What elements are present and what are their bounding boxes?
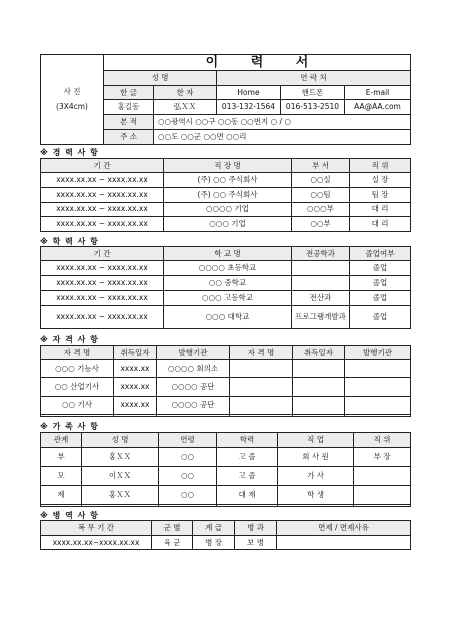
license-name [230, 396, 293, 414]
edu-major: 프로그램개발과 [292, 306, 350, 329]
table-row [41, 504, 411, 506]
license-col-date: 취득일자 [114, 346, 157, 360]
family-col-name: 성 명 [82, 433, 159, 448]
mobile-phone: 016-513-2510 [281, 100, 345, 115]
military-specialty: 보 병 [235, 536, 277, 550]
table-row [41, 414, 411, 416]
career-col-position: 직 위 [350, 159, 411, 173]
edu-major [292, 261, 350, 276]
family-position [354, 504, 411, 506]
table-row [41, 378, 411, 396]
edu-period: xxxx.xx.xx ~ xxxx.xx.xx [41, 291, 164, 306]
name-hanja: 弘ＸＸ [154, 100, 217, 115]
career-period: xxxx.xx.xx ~ xxxx.xx.xx [41, 202, 164, 217]
family-table [40, 432, 411, 507]
career-col-company: 직 장 명 [164, 159, 292, 173]
license-col-issuer: 발행기관 [345, 346, 411, 360]
career-company: ○○○○ 기업 [164, 202, 292, 217]
table-row [41, 485, 411, 504]
email: AA@AA.com [345, 100, 411, 115]
license-name: ○○ 산업기사 [41, 378, 114, 396]
home-phone: 013-132-1564 [217, 100, 281, 115]
family-job: 학 생 [278, 485, 354, 504]
family-position [354, 466, 411, 485]
license-date: xxxx.xx [114, 396, 157, 414]
name-hangul: 홍길동 [104, 100, 154, 115]
license-issuer [157, 414, 230, 416]
family-col-relation: 관계 [41, 433, 82, 448]
family-education: 고 졸 [217, 448, 278, 467]
career-dept: ○○실 [292, 173, 350, 188]
license-date: xxxx.xx [114, 360, 157, 378]
military-table [40, 520, 411, 550]
military-col-exemption: 면제 / 면제사유 [277, 521, 411, 536]
license-date [293, 378, 345, 396]
family-name: 이ＸＸ [82, 466, 159, 485]
email-label: E-mail [345, 86, 411, 100]
license-col-date: 취득일자 [293, 346, 345, 360]
edu-period: xxxx.xx.xx ~ xxxx.xx.xx [41, 261, 164, 276]
edu-school: ○○○○ 초등학교 [164, 261, 292, 276]
career-section-title: ※ 경 력 사 항 [40, 148, 99, 157]
license-name [230, 360, 293, 378]
career-company: ○○○ 기업 [164, 217, 292, 232]
career-period: xxxx.xx.xx ~ xxxx.xx.xx [41, 173, 164, 188]
family-relation: 부 [41, 448, 82, 467]
address-value: ○○도 ○○군 ○○면 ○○리 [154, 130, 411, 145]
military-period: xxxx.xx.xx~xxxx.xx.xx [41, 536, 152, 550]
license-section-title: ※ 자 격 사 항 [40, 335, 99, 344]
family-name: 홍ＸＸ [82, 485, 159, 504]
table-row [41, 360, 411, 378]
table-row [41, 217, 411, 232]
family-age: ○○ [159, 448, 217, 467]
table-row [41, 291, 411, 306]
table-row [41, 448, 411, 467]
career-dept: ○○팀 [292, 187, 350, 202]
career-position: 대 리 [350, 202, 411, 217]
education-section-title: ※ 학 력 사 항 [40, 237, 99, 246]
license-issuer: ○○○○ 회의소 [157, 360, 230, 378]
family-relation [41, 504, 82, 506]
header-table [40, 54, 411, 145]
edu-col-school: 학 교 명 [164, 247, 292, 261]
career-col-dept: 부 서 [292, 159, 350, 173]
family-position: 부 장 [354, 448, 411, 467]
family-education: 대 재 [217, 485, 278, 504]
education-table [40, 246, 411, 329]
license-col-issuer: 발행기관 [157, 346, 230, 360]
table-row [41, 396, 411, 414]
table-row [41, 276, 411, 291]
edu-col-major: 전공학과 [292, 247, 350, 261]
origin-value: ○○광역시 ○○구 ○○동 ○○번지 ○ / ○ [154, 115, 411, 130]
resume-title: 이 력 서 [104, 55, 411, 71]
family-job: 회 사 원 [278, 448, 354, 467]
family-age: ○○ [159, 466, 217, 485]
license-issuer: ○○○○ 공단 [157, 396, 230, 414]
military-exemption [277, 536, 411, 550]
family-name [82, 504, 159, 506]
military-branch: 육 군 [152, 536, 193, 550]
career-company: (주) ○○ 주식회사 [164, 173, 292, 188]
table-row [41, 187, 411, 202]
table-row [41, 173, 411, 188]
edu-col-graduation: 졸업여부 [350, 247, 411, 261]
contact-header: 연 락 처 [217, 71, 411, 86]
family-section-title: ※ 가 족 사 항 [40, 422, 99, 431]
name-header: 성 명 [104, 71, 217, 86]
edu-major: 전산과 [292, 291, 350, 306]
career-position: 실 장 [350, 173, 411, 188]
career-col-period: 기 간 [41, 159, 164, 173]
edu-period: xxxx.xx.xx ~ xxxx.xx.xx [41, 276, 164, 291]
mobile-label: 핸드폰 [281, 86, 345, 100]
table-row [41, 202, 411, 217]
table-row [41, 261, 411, 276]
family-col-age: 연령 [159, 433, 217, 448]
license-table [40, 345, 411, 417]
military-rank: 병 장 [193, 536, 235, 550]
edu-period: xxxx.xx.xx ~ xxxx.xx.xx [41, 306, 164, 329]
career-dept: ○○○부 [292, 202, 350, 217]
hanja-label: 한 자 [154, 86, 217, 100]
license-date [293, 360, 345, 378]
edu-graduation: 졸업 [350, 261, 411, 276]
career-dept: ○○부 [292, 217, 350, 232]
license-col-name: 자 격 명 [41, 346, 114, 360]
license-name [230, 378, 293, 396]
family-position [354, 485, 411, 504]
military-section-title: ※ 병 역 사 항 [40, 511, 99, 520]
license-name [41, 414, 114, 416]
edu-graduation: 졸업 [350, 276, 411, 291]
origin-label: 본 적 [104, 115, 154, 130]
family-education: 고 졸 [217, 466, 278, 485]
career-company: (주) ○○ 주식회사 [164, 187, 292, 202]
table-row [41, 306, 411, 329]
military-col-period: 복 무 기 간 [41, 521, 152, 536]
edu-school: ○○○ 고등학교 [164, 291, 292, 306]
photo-box [41, 55, 104, 145]
license-issuer [345, 378, 411, 396]
family-col-position: 직 위 [354, 433, 411, 448]
edu-graduation: 졸업 [350, 306, 411, 329]
edu-graduation: 졸업 [350, 291, 411, 306]
table-row [41, 466, 411, 485]
license-issuer [345, 414, 411, 416]
family-job [278, 504, 354, 506]
edu-school: ○○ 중학교 [164, 276, 292, 291]
license-name: ○○ 기사 [41, 396, 114, 414]
career-period: xxxx.xx.xx ~ xxxx.xx.xx [41, 187, 164, 202]
photo-size: (3X4cm) [56, 101, 88, 111]
career-table [40, 158, 411, 232]
family-job: 가 사 [278, 466, 354, 485]
family-relation: 모 [41, 466, 82, 485]
edu-school: ○○○ 대학교 [164, 306, 292, 329]
family-education [217, 504, 278, 506]
hangul-label: 한 글 [104, 86, 154, 100]
family-age [159, 504, 217, 506]
license-date: xxxx.xx [114, 378, 157, 396]
family-col-job: 직 업 [278, 433, 354, 448]
career-period: xxxx.xx.xx ~ xxxx.xx.xx [41, 217, 164, 232]
military-col-rank: 계 급 [193, 521, 235, 536]
license-name [230, 414, 293, 416]
military-col-branch: 군 별 [152, 521, 193, 536]
license-issuer [345, 360, 411, 378]
family-col-education: 학력 [217, 433, 278, 448]
license-date [114, 414, 157, 416]
edu-col-period: 기 간 [41, 247, 164, 261]
family-relation: 제 [41, 485, 82, 504]
license-name: ○○○ 기능사 [41, 360, 114, 378]
home-label: Home [217, 86, 281, 100]
military-col-specialty: 병 과 [235, 521, 277, 536]
license-issuer: ○○○○ 공단 [157, 378, 230, 396]
photo-label: 사 진 [63, 87, 81, 97]
table-row [41, 536, 411, 550]
license-date [293, 414, 345, 416]
family-name: 홍ＸＸ [82, 448, 159, 467]
license-issuer [345, 396, 411, 414]
license-date [293, 396, 345, 414]
career-position: 팀 장 [350, 187, 411, 202]
career-position: 대 리 [350, 217, 411, 232]
license-col-name: 자 격 명 [230, 346, 293, 360]
family-age: ○○ [159, 485, 217, 504]
address-label: 주 소 [104, 130, 154, 145]
edu-major [292, 276, 350, 291]
